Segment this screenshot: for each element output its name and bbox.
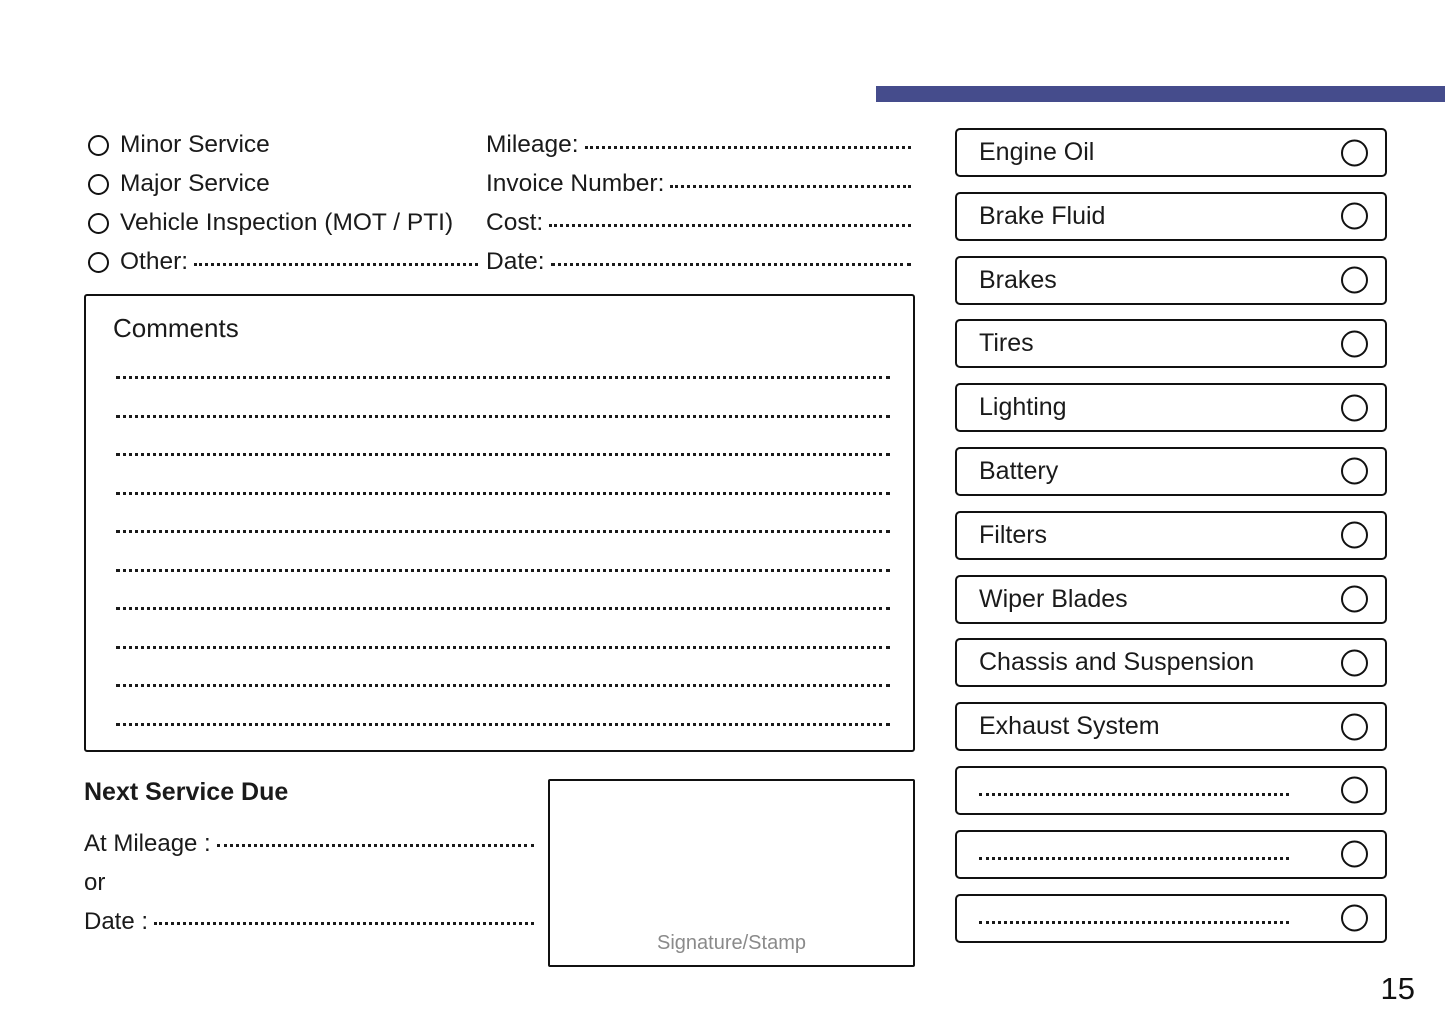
next-service-mileage-row[interactable] <box>84 824 534 863</box>
field-label-invoice-number: Invoice Number: <box>486 170 665 198</box>
checklist-item-label: Exhaust System <box>979 712 1160 741</box>
checkbox-circle-icon[interactable] <box>1341 905 1368 932</box>
checklist-item-brakes[interactable] <box>955 256 1387 305</box>
comment-line[interactable] <box>116 705 890 744</box>
next-service-date-label: Date : <box>84 907 149 935</box>
signature-stamp-caption: Signature/Stamp <box>657 932 806 954</box>
checkbox-circle-icon[interactable] <box>1341 649 1368 676</box>
next-service-date-input[interactable] <box>154 914 534 930</box>
field-row-cost[interactable] <box>486 204 911 243</box>
next-service-mileage-label: At Mileage : <box>84 829 211 857</box>
checklist-item-wiper-blades[interactable] <box>955 575 1387 624</box>
service-type-option-minor[interactable] <box>88 126 478 165</box>
next-service-or-label: or <box>84 868 106 896</box>
service-type-option-other[interactable] <box>88 243 478 282</box>
header-accent-bar <box>876 86 1445 102</box>
comments-box[interactable] <box>84 294 915 752</box>
checklist-item-label: Engine Oil <box>979 138 1095 166</box>
field-label-mileage: Mileage: <box>486 131 579 159</box>
checklist-item-engine-oil[interactable] <box>955 128 1387 177</box>
checklist-item-label: Filters <box>979 520 1048 549</box>
checklist-custom-input[interactable] <box>979 910 1289 926</box>
checklist-item-lighting[interactable] <box>955 383 1387 432</box>
checklist-item-custom-2[interactable] <box>955 830 1387 879</box>
invoice-number-input[interactable] <box>670 177 911 193</box>
service-type-group <box>88 126 478 282</box>
comment-line[interactable] <box>116 512 890 551</box>
signature-stamp-box[interactable] <box>548 779 915 967</box>
field-row-invoice-number[interactable] <box>486 165 911 204</box>
radio-circle-icon[interactable] <box>88 174 109 195</box>
next-service-due-title: Next Service Due <box>84 778 289 806</box>
field-row-mileage[interactable] <box>486 126 911 165</box>
checkbox-circle-icon[interactable] <box>1341 139 1368 166</box>
checkbox-circle-icon[interactable] <box>1341 841 1368 868</box>
field-label-date: Date: <box>486 248 545 276</box>
service-type-label: Minor Service <box>120 131 270 159</box>
comment-line[interactable] <box>116 474 890 513</box>
checklist-item-battery[interactable] <box>955 447 1387 496</box>
service-type-option-inspection[interactable] <box>88 204 478 243</box>
checkbox-circle-icon[interactable] <box>1341 777 1368 804</box>
other-service-input[interactable] <box>194 255 478 271</box>
mileage-input[interactable] <box>585 138 911 154</box>
checklist-item-label: Lighting <box>979 393 1067 422</box>
page-number: 15 <box>1380 971 1415 1006</box>
checklist-custom-input[interactable] <box>979 782 1289 798</box>
service-type-label: Major Service <box>120 170 270 198</box>
invoice-details-group <box>486 126 911 282</box>
comment-line[interactable] <box>116 397 890 436</box>
comments-title: Comments <box>113 313 239 343</box>
checklist-item-label: Tires <box>979 329 1034 358</box>
next-service-or-row <box>84 863 534 902</box>
comment-line[interactable] <box>116 628 890 667</box>
service-type-option-major[interactable] <box>88 165 478 204</box>
radio-circle-icon[interactable] <box>88 252 109 273</box>
checklist-item-label: Wiper Blades <box>979 584 1128 613</box>
checklist-item-custom-3[interactable] <box>955 894 1387 943</box>
checklist-item-tires[interactable] <box>955 319 1387 368</box>
checklist-item-custom-1[interactable] <box>955 766 1387 815</box>
comment-line[interactable] <box>116 358 890 397</box>
checkbox-circle-icon[interactable] <box>1341 330 1368 357</box>
next-service-mileage-input[interactable] <box>217 836 534 852</box>
checkbox-circle-icon[interactable] <box>1341 522 1368 549</box>
checklist-custom-input[interactable] <box>979 846 1289 862</box>
checkbox-circle-icon[interactable] <box>1341 713 1368 740</box>
checkbox-circle-icon[interactable] <box>1341 394 1368 421</box>
checklist-item-chassis-and-suspension[interactable] <box>955 638 1387 687</box>
comment-line[interactable] <box>116 666 890 705</box>
inspection-checklist <box>955 128 1387 957</box>
service-type-label: Other: <box>120 248 189 276</box>
checkbox-circle-icon[interactable] <box>1341 458 1368 485</box>
field-label-cost: Cost: <box>486 209 544 237</box>
checklist-item-label: Chassis and Suspension <box>979 648 1255 677</box>
comments-write-area[interactable] <box>116 358 890 743</box>
checklist-item-label: Brake Fluid <box>979 201 1106 230</box>
checkbox-circle-icon[interactable] <box>1341 267 1368 294</box>
checklist-item-label: Battery <box>979 456 1059 485</box>
checklist-item-label: Brakes <box>979 265 1057 294</box>
radio-circle-icon[interactable] <box>88 135 109 156</box>
radio-circle-icon[interactable] <box>88 213 109 234</box>
next-service-due-section <box>84 780 534 941</box>
checklist-item-filters[interactable] <box>955 511 1387 560</box>
cost-input[interactable] <box>549 216 911 232</box>
service-type-label: Vehicle Inspection (MOT / PTI) <box>120 209 454 237</box>
checkbox-circle-icon[interactable] <box>1341 203 1368 230</box>
next-service-date-row[interactable] <box>84 902 534 941</box>
comment-line[interactable] <box>116 551 890 590</box>
checkbox-circle-icon[interactable] <box>1341 586 1368 613</box>
date-input[interactable] <box>551 255 911 271</box>
field-row-date[interactable] <box>486 243 911 282</box>
comment-line[interactable] <box>116 435 890 474</box>
checklist-item-exhaust-system[interactable] <box>955 702 1387 751</box>
checklist-item-brake-fluid[interactable] <box>955 192 1387 241</box>
comment-line[interactable] <box>116 589 890 628</box>
